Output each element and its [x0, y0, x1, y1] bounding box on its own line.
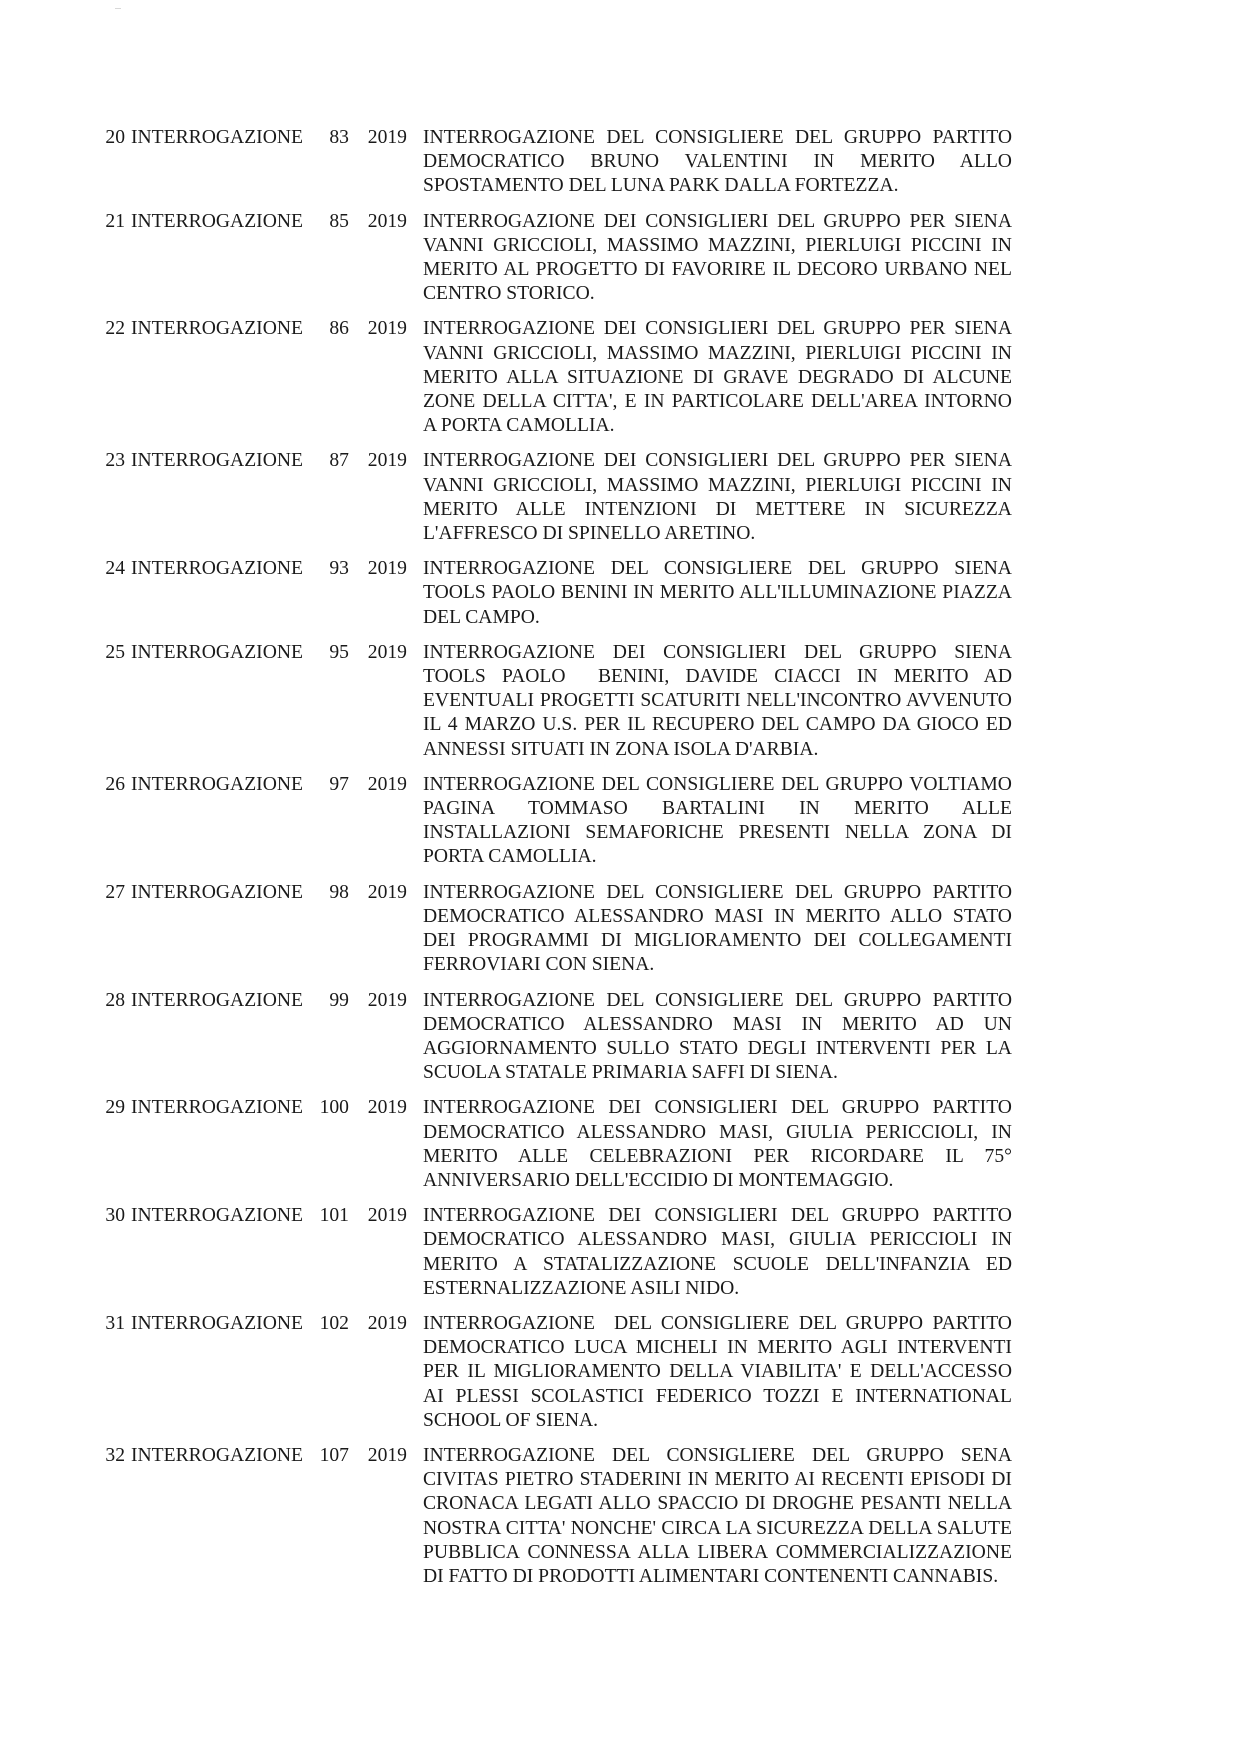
act-type: INTERROGAZIONE: [131, 881, 303, 903]
act-year: 2019: [367, 641, 407, 663]
act-number: 85: [329, 210, 349, 232]
list-item: [0, 1096, 1240, 1193]
act-number: 98: [329, 881, 349, 903]
row-number: 26: [105, 773, 125, 795]
act-year: 2019: [367, 318, 407, 340]
list-item: [0, 210, 1240, 307]
act-year: 2019: [367, 1312, 407, 1334]
list-item: [0, 773, 1240, 870]
act-year: 2019: [367, 127, 407, 148]
act-type: INTERROGAZIONE: [131, 773, 303, 795]
row-number: 24: [105, 558, 125, 580]
act-year: 2019: [367, 773, 407, 795]
list-item: [0, 641, 1240, 762]
act-type: INTERROGAZIONE: [131, 558, 303, 580]
act-year: 2019: [367, 450, 407, 472]
row-number: 20: [105, 127, 125, 148]
act-number: 99: [329, 989, 349, 1011]
act-year: 2019: [367, 210, 407, 232]
act-description: INTERROGAZIONE DEI CONSIGLIERI DEL GRUPPO PARTITO DEMOCRATICO ALESSANDRO MASI, GIULIA PERICCIOLI IN MERITO A STATALIZZAZIONE SCUOLE DELL'INFANZIA ED ESTERNALIZZAZIONE ASILI NIDO.: [422, 1205, 1017, 1299]
act-number: 93: [329, 558, 349, 580]
act-type: INTERROGAZIONE: [131, 450, 303, 472]
row-number: 31: [105, 1312, 125, 1334]
list-item: [0, 449, 1240, 546]
row-number: 29: [105, 1097, 125, 1119]
list-item: [0, 989, 1240, 1086]
act-type: INTERROGAZIONE: [131, 318, 303, 340]
list-item: [0, 557, 1240, 630]
list-item: [0, 881, 1240, 978]
act-number: 107: [319, 1444, 349, 1466]
row-number: 28: [105, 989, 125, 1011]
act-type: INTERROGAZIONE: [131, 1205, 303, 1227]
act-year: 2019: [367, 1205, 407, 1227]
act-description: INTERROGAZIONE DEI CONSIGLIERI DEL GRUPPO PER SIENA VANNI GRICCIOLI, MASSIMO MAZZINI, PIERLUIGI PICCINI IN MERITO ALLE INTENZIONI DI METTERE IN SICUREZZA L'AFFRESCO DI SPINELLO ARETINO.: [422, 450, 1017, 545]
act-type: INTERROGAZIONE: [131, 1444, 303, 1466]
row-number: 21: [105, 210, 125, 232]
act-description: INTERROGAZIONE DEI CONSIGLIERI DEL GRUPPO PARTITO DEMOCRATICO ALESSANDRO MASI, GIULIA PERICCIOLI, IN MERITO ALLE CELEBRAZIONI PER RICORDARE IL 75° ANNIVERSARIO DELL'ECCIDIO DI MONTEMAGGIO.: [422, 1097, 1017, 1191]
act-description: INTERROGAZIONE DEL CONSIGLIERE DEL GRUPPO PARTITO DEMOCRATICO LUCA MICHELI IN MERITO AGLI INTERVENTI PER IL MIGLIORAMENTO DELLA VIABILITA' E DELL'ACCESSO AI PLESSI SCOLASTICI FEDERICO TOZZI E INTERNATIONAL SCHOOL OF SIENA.: [422, 1312, 1017, 1431]
act-year: 2019: [367, 1097, 407, 1119]
act-type: INTERROGAZIONE: [131, 1097, 303, 1119]
act-type: INTERROGAZIONE: [131, 1312, 303, 1334]
list-item: [0, 126, 1240, 199]
list-item: [0, 1312, 1240, 1433]
act-year: 2019: [367, 881, 407, 903]
act-type: INTERROGAZIONE: [131, 641, 303, 663]
act-description: INTERROGAZIONE DEL CONSIGLIERE DEL GRUPPO SENA CIVITAS PIETRO STADERINI IN MERITO AI RECENTI EPISODI DI CRONACA LEGATI ALLO SPACCIO DI DROGHE PESANTI NELLA NOSTRA CITTA' NONCHE' CIRCA LA SICUREZZA DELLA SALUTE PUBBLICA CONNESSA ALLA LIBERA COMMERCIALIZZAZIONE DI FATTO DI PRODOTTI ALIMENTARI CONTENENTI CANNABIS.: [422, 1444, 1017, 1587]
act-number: 100: [319, 1097, 349, 1119]
act-description: INTERROGAZIONE DEL CONSIGLIERE DEL GRUPPO PARTITO DEMOCRATICO ALESSANDRO MASI IN MERITO ALLO STATO DEI PROGRAMMI DI MIGLIORAMENTO DEI COLLEGAMENTI FERROVIARI CON SIENA.: [422, 881, 1017, 976]
row-number: 32: [105, 1444, 125, 1466]
row-number: 23: [105, 450, 125, 472]
act-description: INTERROGAZIONE DEL CONSIGLIERE DEL GRUPPO PARTITO DEMOCRATICO ALESSANDRO MASI IN MERITO AD UN AGGIORNAMENTO SULLO STATO DEGLI INTERVENTI PER LA SCUOLA STATALE PRIMARIA SAFFI DI SIENA.: [422, 989, 1017, 1084]
act-year: 2019: [367, 1444, 407, 1466]
act-number: 102: [319, 1312, 349, 1334]
act-description: INTERROGAZIONE DEI CONSIGLIERI DEL GRUPPO PER SIENA VANNI GRICCIOLI, MASSIMO MAZZINI, PIERLUIGI PICCINI IN MERITO ALLA SITUAZIONE DI GRAVE DEGRADO DI ALCUNE ZONE DELLA CITTA', E IN PARTICOLARE DELL'AREA INTORNO A PORTA CAMOLLIA.: [422, 318, 1017, 437]
row-number: 22: [105, 318, 125, 340]
act-description: INTERROGAZIONE DEI CONSIGLIERI DEL GRUPPO SIENA TOOLS PAOLO BENINI, DAVIDE CIACCI IN MERITO AD EVENTUALI PROGETTI SCATURITI NELL'INCONTRO AVVENUTO IL 4 MARZO U.S. PER IL RECUPERO DEL CAMPO DA GIOCO ED ANNESSI SITUATI IN ZONA ISOLA D'ARBIA.: [422, 641, 1017, 760]
act-description: INTERROGAZIONE DEL CONSIGLIERE DEL GRUPPO VOLTIAMO PAGINA TOMMASO BARTALINI IN MERITO ALLE INSTALLAZIONI SEMAFORICHE PRESENTI NELLA ZONA DI PORTA CAMOLLIA.: [422, 773, 1017, 868]
act-number: 83: [329, 127, 349, 148]
act-number: 95: [329, 641, 349, 663]
act-type: INTERROGAZIONE: [131, 210, 303, 232]
list-item: [0, 1444, 1240, 1589]
act-description: INTERROGAZIONE DEI CONSIGLIERI DEL GRUPPO PER SIENA VANNI GRICCIOLI, MASSIMO MAZZINI, PIERLUIGI PICCINI IN MERITO AL PROGETTO DI FAVORIRE IL DECORO URBANO NEL CENTRO STORICO.: [422, 210, 1017, 305]
act-description: INTERROGAZIONE DEL CONSIGLIERE DEL GRUPPO SIENA TOOLS PAOLO BENINI IN MERITO ALL'ILLUMINAZIONE PIAZZA DEL CAMPO.: [422, 558, 1017, 628]
row-number: 27: [105, 881, 125, 903]
row-number: 30: [105, 1205, 125, 1227]
list-item: [0, 1204, 1240, 1301]
act-year: 2019: [367, 558, 407, 580]
row-number: 25: [105, 641, 125, 663]
act-number: 86: [329, 318, 349, 340]
act-number: 87: [329, 450, 349, 472]
act-description: INTERROGAZIONE DEL CONSIGLIERE DEL GRUPPO PARTITO DEMOCRATICO BRUNO VALENTINI IN MERITO ALLO SPOSTAMENTO DEL LUNA PARK DALLA FORTEZZA.: [422, 127, 1017, 197]
act-number: 101: [319, 1205, 349, 1227]
act-type: INTERROGAZIONE: [131, 127, 303, 148]
list-item: [0, 317, 1240, 438]
act-type: INTERROGAZIONE: [131, 989, 303, 1011]
act-number: 97: [329, 773, 349, 795]
act-year: 2019: [367, 989, 407, 1011]
